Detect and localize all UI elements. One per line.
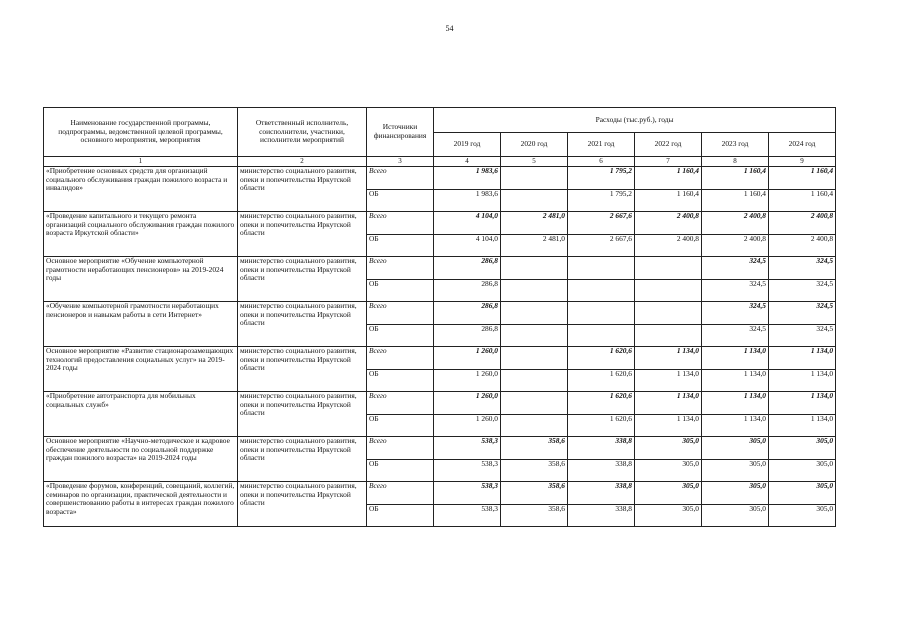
ob-value: 1 134,0 bbox=[635, 415, 702, 437]
source-total-label: Всего bbox=[367, 347, 434, 370]
ob-value: 1 134,0 bbox=[635, 370, 702, 392]
ob-value: 305,0 bbox=[769, 505, 836, 527]
total-value: 1 160,4 bbox=[635, 167, 702, 190]
header-expenses: Расходы (тыс.руб.), годы bbox=[434, 108, 836, 133]
activity-name: «Приобретение автотранспорта для мобильных социальных служб» bbox=[44, 392, 238, 437]
source-total-label: Всего bbox=[367, 257, 434, 280]
total-value bbox=[501, 392, 568, 415]
total-value: 1 134,0 bbox=[769, 392, 836, 415]
responsible-executor: министерство социального развития, опеки и попечительства Иркутской области bbox=[238, 437, 367, 482]
ob-value: 1 795,2 bbox=[568, 190, 635, 212]
ob-value bbox=[568, 280, 635, 302]
ob-value: 1 620,6 bbox=[568, 415, 635, 437]
total-value: 1 160,4 bbox=[769, 167, 836, 190]
header-year: 2019 год bbox=[434, 133, 501, 157]
total-value: 324,5 bbox=[769, 302, 836, 325]
ob-value: 1 983,6 bbox=[434, 190, 501, 212]
header-column-index: 7 bbox=[635, 157, 702, 167]
source-ob-label: ОБ bbox=[367, 235, 434, 257]
total-value: 2 400,8 bbox=[702, 212, 769, 235]
header-column-index: 6 bbox=[568, 157, 635, 167]
total-value: 338,8 bbox=[568, 482, 635, 505]
total-value: 286,8 bbox=[434, 302, 501, 325]
total-value: 305,0 bbox=[702, 437, 769, 460]
total-value bbox=[501, 257, 568, 280]
source-total-label: Всего bbox=[367, 437, 434, 460]
responsible-executor: министерство социального развития, опеки и попечительства Иркутской области bbox=[238, 212, 367, 257]
total-value: 1 260,0 bbox=[434, 392, 501, 415]
header-source: Источники финансирования bbox=[367, 108, 434, 157]
ob-value: 358,6 bbox=[501, 460, 568, 482]
source-total-label: Всего bbox=[367, 167, 434, 190]
total-value: 305,0 bbox=[769, 437, 836, 460]
header-responsible: Ответственный исполнитель, соисполнители, участники, исполнители мероприятий bbox=[238, 108, 367, 157]
ob-value: 1 160,4 bbox=[635, 190, 702, 212]
source-ob-label: ОБ bbox=[367, 190, 434, 212]
ob-value bbox=[635, 280, 702, 302]
ob-value: 324,5 bbox=[702, 280, 769, 302]
total-value: 324,5 bbox=[769, 257, 836, 280]
total-value: 2 481,0 bbox=[501, 212, 568, 235]
table-row bbox=[44, 257, 836, 280]
total-value: 1 134,0 bbox=[769, 347, 836, 370]
total-value: 1 260,0 bbox=[434, 347, 501, 370]
activity-name: «Обучение компьютерной грамотности неработающих пенсионеров и навыкам работы в сети Интернет» bbox=[44, 302, 238, 347]
ob-value: 4 104,0 bbox=[434, 235, 501, 257]
ob-value: 2 667,6 bbox=[568, 235, 635, 257]
total-value bbox=[635, 302, 702, 325]
expenses-table bbox=[43, 107, 836, 527]
table-row bbox=[44, 212, 836, 235]
total-value: 2 667,6 bbox=[568, 212, 635, 235]
total-value bbox=[501, 167, 568, 190]
total-value: 538,3 bbox=[434, 437, 501, 460]
activity-name: Основное мероприятие «Развитие стационарозамещающих технологий предоставления социальных услуг» на 2019-2024 годы bbox=[44, 347, 238, 392]
responsible-executor: министерство социального развития, опеки и попечительства Иркутской области bbox=[238, 392, 367, 437]
source-total-label: Всего bbox=[367, 212, 434, 235]
total-value bbox=[635, 257, 702, 280]
ob-value: 305,0 bbox=[702, 460, 769, 482]
total-value: 305,0 bbox=[702, 482, 769, 505]
ob-value: 1 134,0 bbox=[769, 415, 836, 437]
ob-value: 1 160,4 bbox=[702, 190, 769, 212]
table-row bbox=[44, 437, 836, 460]
activity-name: Основное мероприятие «Обучение компьютерной грамотности неработающих пенсионеров» на 2019-2024 годы bbox=[44, 257, 238, 302]
table-row bbox=[44, 302, 836, 325]
ob-value: 538,3 bbox=[434, 460, 501, 482]
ob-value: 286,8 bbox=[434, 325, 501, 347]
ob-value: 2 481,0 bbox=[501, 235, 568, 257]
total-value: 1 134,0 bbox=[702, 392, 769, 415]
source-total-label: Всего bbox=[367, 482, 434, 505]
ob-value: 305,0 bbox=[635, 505, 702, 527]
total-value: 1 160,4 bbox=[702, 167, 769, 190]
ob-value: 1 134,0 bbox=[702, 415, 769, 437]
source-ob-label: ОБ bbox=[367, 370, 434, 392]
source-ob-label: ОБ bbox=[367, 415, 434, 437]
ob-value: 338,8 bbox=[568, 460, 635, 482]
ob-value: 2 400,8 bbox=[769, 235, 836, 257]
total-value: 338,8 bbox=[568, 437, 635, 460]
ob-value: 538,3 bbox=[434, 505, 501, 527]
activity-name: «Проведение форумов, конференций, совещаний, коллегий, семинаров по организации, практической деятельности и совершенствованию работы в интересах граждан пожилого возраста» bbox=[44, 482, 238, 527]
ob-value: 305,0 bbox=[635, 460, 702, 482]
ob-value: 324,5 bbox=[769, 280, 836, 302]
ob-value bbox=[501, 190, 568, 212]
ob-value bbox=[501, 280, 568, 302]
responsible-executor: министерство социального развития, опеки и попечительства Иркутской области bbox=[238, 302, 367, 347]
header-column-index: 9 bbox=[769, 157, 836, 167]
source-ob-label: ОБ bbox=[367, 325, 434, 347]
total-value bbox=[501, 347, 568, 370]
total-value: 2 400,8 bbox=[769, 212, 836, 235]
header-column-index: 4 bbox=[434, 157, 501, 167]
source-total-label: Всего bbox=[367, 392, 434, 415]
header-column-index: 5 bbox=[501, 157, 568, 167]
ob-value: 2 400,8 bbox=[702, 235, 769, 257]
ob-value: 1 260,0 bbox=[434, 370, 501, 392]
ob-value: 358,6 bbox=[501, 505, 568, 527]
ob-value: 286,8 bbox=[434, 280, 501, 302]
total-value: 1 620,6 bbox=[568, 392, 635, 415]
activity-name: «Приобретение основных средств для организаций социального обслуживания граждан пожилого возраста и инвалидов» bbox=[44, 167, 238, 212]
ob-value bbox=[635, 325, 702, 347]
ob-value: 1 260,0 bbox=[434, 415, 501, 437]
ob-value bbox=[501, 370, 568, 392]
total-value bbox=[501, 302, 568, 325]
source-total-label: Всего bbox=[367, 302, 434, 325]
total-value: 1 795,2 bbox=[568, 167, 635, 190]
total-value: 1 134,0 bbox=[635, 347, 702, 370]
total-value bbox=[568, 257, 635, 280]
ob-value: 1 160,4 bbox=[769, 190, 836, 212]
activity-name: Основное мероприятие «Научно-методическое и кадровое обеспечение деятельности по социальной поддержке граждан пожилого возраста» на 2019-2024 годы bbox=[44, 437, 238, 482]
ob-value bbox=[568, 325, 635, 347]
ob-value bbox=[501, 325, 568, 347]
total-value: 305,0 bbox=[769, 482, 836, 505]
responsible-executor: министерство социального развития, опеки и попечительства Иркутской области bbox=[238, 347, 367, 392]
total-value: 305,0 bbox=[635, 482, 702, 505]
page-number: 54 bbox=[445, 24, 454, 33]
ob-value: 2 400,8 bbox=[635, 235, 702, 257]
total-value: 358,6 bbox=[501, 482, 568, 505]
total-value: 1 983,6 bbox=[434, 167, 501, 190]
total-value: 286,8 bbox=[434, 257, 501, 280]
table-row bbox=[44, 347, 836, 370]
ob-value bbox=[501, 415, 568, 437]
total-value: 1 134,0 bbox=[702, 347, 769, 370]
total-value: 1 134,0 bbox=[635, 392, 702, 415]
header-year: 2022 год bbox=[635, 133, 702, 157]
source-ob-label: ОБ bbox=[367, 460, 434, 482]
ob-value: 1 134,0 bbox=[702, 370, 769, 392]
table-row bbox=[44, 167, 836, 190]
header-column-index: 2 bbox=[238, 157, 367, 167]
ob-value: 305,0 bbox=[769, 460, 836, 482]
total-value: 538,3 bbox=[434, 482, 501, 505]
header-column-index: 1 bbox=[44, 157, 238, 167]
table-row bbox=[44, 392, 836, 415]
source-ob-label: ОБ bbox=[367, 505, 434, 527]
responsible-executor: министерство социального развития, опеки и попечительства Иркутской области bbox=[238, 482, 367, 527]
total-value: 324,5 bbox=[702, 257, 769, 280]
header-year: 2021 год bbox=[568, 133, 635, 157]
ob-value: 1 134,0 bbox=[769, 370, 836, 392]
header-year: 2024 год bbox=[769, 133, 836, 157]
source-ob-label: ОБ bbox=[367, 280, 434, 302]
total-value: 305,0 bbox=[635, 437, 702, 460]
ob-value: 1 620,6 bbox=[568, 370, 635, 392]
ob-value: 324,5 bbox=[702, 325, 769, 347]
total-value: 2 400,8 bbox=[635, 212, 702, 235]
activity-name: «Проведение капитального и текущего ремонта организаций социального обслуживания граждан пожилого возраста Иркутской области» bbox=[44, 212, 238, 257]
total-value: 1 620,6 bbox=[568, 347, 635, 370]
header-name: Наименование государственной программы, подпрограммы, ведомственной целевой программы, основного мероприятия, мероприятия bbox=[44, 108, 238, 157]
total-value bbox=[568, 302, 635, 325]
responsible-executor: министерство социального развития, опеки и попечительства Иркутской области bbox=[238, 167, 367, 212]
header-year: 2020 год bbox=[501, 133, 568, 157]
total-value: 4 104,0 bbox=[434, 212, 501, 235]
responsible-executor: министерство социального развития, опеки и попечительства Иркутской области bbox=[238, 257, 367, 302]
table-row bbox=[44, 482, 836, 505]
header-column-index: 3 bbox=[367, 157, 434, 167]
header-column-index: 8 bbox=[702, 157, 769, 167]
header-year: 2023 год bbox=[702, 133, 769, 157]
total-value: 324,5 bbox=[702, 302, 769, 325]
ob-value: 324,5 bbox=[769, 325, 836, 347]
ob-value: 338,8 bbox=[568, 505, 635, 527]
ob-value: 305,0 bbox=[702, 505, 769, 527]
total-value: 358,6 bbox=[501, 437, 568, 460]
